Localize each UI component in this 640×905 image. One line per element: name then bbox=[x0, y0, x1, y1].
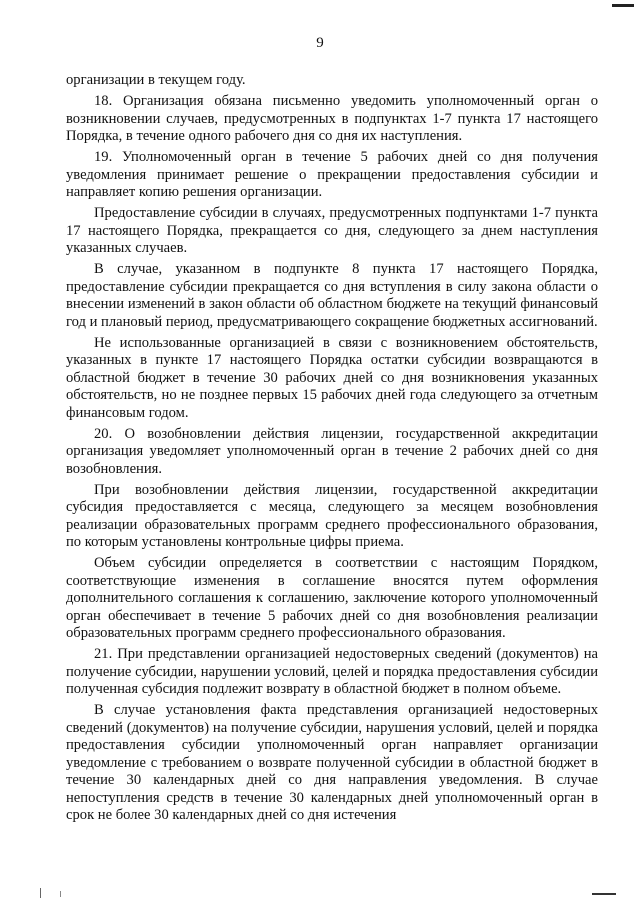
paragraph-subsidy-volume: Объем субсидии определяется в соответствии с настоящим Порядком, соответствующие изменения в соглашение вносятся путем оформления дополнительного соглашения к соглашению, заключение которого уполномоченный орган обеспечивает в течение 5 рабочих дней со дня возобновления реализации образовательных программ среднего профессионального образования. bbox=[66, 555, 598, 641]
page-number: 9 bbox=[316, 35, 324, 51]
paragraph-resumption-subsidy: При возобновлении действия лицензии, государственной аккредитации субсидия предоставляется с месяца, следующего за месяцем возобновления реализации образовательных программ среднего профессионального образования, по которым установлены контрольные цифры приема. bbox=[66, 481, 598, 550]
paragraph-false-info-case: В случае установления факта представления организацией недостоверных сведений (документов) на получение субсидии, нарушения условий, целей и порядка предоставления субсидии уполномоченный орган направляет организации уведомление с требованием о возврате полученной субсидии в областной бюджет в течение 30 календарных дней со дня направления уведомления. В случае непоступления средств в течение 30 календарных дней уполномоченный орган в срок не более 30 календарных дней со дня истечения bbox=[66, 702, 598, 823]
scan-artifact-bottom-left bbox=[40, 888, 41, 898]
paragraph-unused-balances: Не использованные организацией в связи с возникновением обстоятельств, указанных в пункте 17 настоящего Порядка остатки субсидии возвращаются в областной бюджет в течение 30 рабочих дней со дня возникновения указанных обстоятельств, но не позднее первых 15 рабочих дней года следующего за отчетным финансовым годом. bbox=[66, 334, 598, 421]
paragraph-subpoint-8-case: В случае, указанном в подпункте 8 пункта 17 настоящего Порядка, предоставление субсидии прекращается со дня вступления в силу закона области о внесении изменений в закон области об областном бюджете на текущий финансовый год и плановый период, предусматривающего сокращение бюджетных ассигнований. bbox=[66, 261, 598, 330]
scan-artifact-bottom-left-2 bbox=[60, 891, 61, 897]
paragraph-item-20: 20. О возобновлении действия лицензии, государственной аккредитации организация уведомляет уполномоченный орган в течение 2 рабочих дней со дня возобновления. bbox=[66, 425, 598, 477]
paragraph-item-21: 21. При представлении организацией недостоверных сведений (документов) на получение субсидии, нарушении условий, целей и порядка предоставления субсидии полученная субсидия подлежит возврату в областной бюджет в полном объеме. bbox=[66, 646, 598, 697]
paragraph-item-19: 19. Уполномоченный орган в течение 5 рабочих дней со дня получения уведомления принимает решение о прекращении предоставления субсидии и направляет копию решения организации. bbox=[66, 149, 598, 200]
scan-artifact-bottom-right bbox=[592, 893, 616, 895]
paragraph-termination-cases: Предоставление субсидии в случаях, предусмотренных подпунктами 1-7 пункта 17 настоящего Порядка, прекращается со дня, следующего за днем наступления указанных случаев. bbox=[66, 205, 598, 256]
scan-artifact-top bbox=[612, 4, 634, 7]
document-body bbox=[66, 72, 598, 828]
paragraph-item-18: 18. Организация обязана письменно уведомить уполномоченный орган о возникновении случаев, предусмотренных в подпунктах 1-7 пункта 17 настоящего Порядка, в течение одного рабочего дня со дня их наступления. bbox=[66, 93, 598, 144]
paragraph-continuation: организации в текущем году. bbox=[66, 72, 246, 88]
